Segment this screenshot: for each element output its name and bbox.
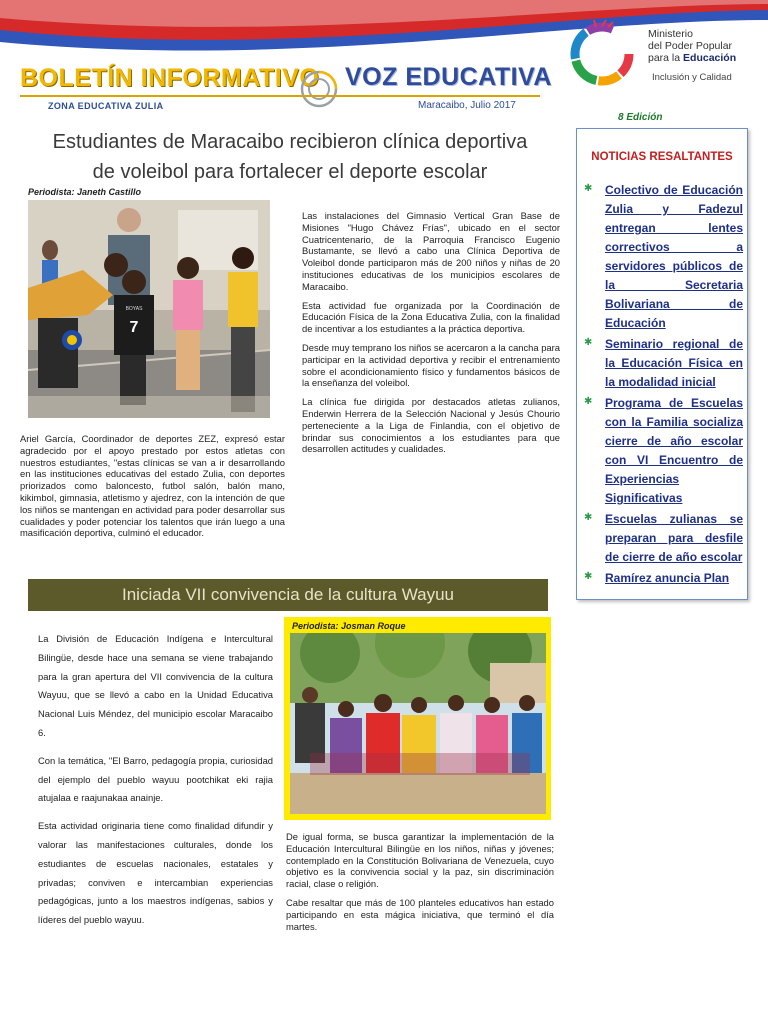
news-link[interactable]: Seminario regional de la Educación Física en la modalidad inicial (605, 337, 743, 389)
wayuu-convivencia-photo (290, 633, 546, 814)
article1-paragraph: La clínica fue dirigida por destacados atletas zulianos, Enderwin Herrera de la Selección Nacional y Jesús Chourio perteneciente a la Liga de Finlandia, con el objetivo de brindar sus conocimientos a los estudiantes para que desarrollen actitudes y cualidades. (302, 396, 560, 455)
ministerio-line3b: Educación (683, 52, 737, 64)
article2-paragraph: La División de Educación Indígena e Intercultural Bilingüe, desde hace una semana se viene trabajando para la gran apertura del VII convivencia de la cultura Wayuu, que se llevó a cabo en la Unidad Educativa Nacional Luis Méndez, del municipio escolar Maracaibo 6. (38, 633, 273, 738)
ministerio-line3 (648, 52, 736, 64)
article2-paragraph: Esta actividad originaria tiene como finalidad difundir y valorar las manifestaciones culturales, donde los estudiantes de escuelas nacionales, estatales y privadas; conviven e intercambian experiencias pedagógicas, junto a los maestros indígenas, sabios y líderes del pueblo wayuu. (38, 820, 273, 926)
article2-headline: Iniciada VII convivencia de la cultura Wayuu (28, 579, 548, 611)
list-item (581, 335, 743, 392)
article2-left-body (38, 630, 273, 939)
jersey-text: BOYAS (125, 306, 143, 312)
article1-paragraph: Las instalaciones del Gimnasio Vertical Gran Base de Misiones "Hugo Chávez Frías", ubicado en el sector Cuatricentenario, de la Parroquia Francisco Eugenio Bustamante, se llevó a cabo una Clínica Deportiva de Voleibol donde participaron más de 200 niños y niñas de 20 instituciones educativas de los municipios escolares de Maracaibo. (302, 210, 560, 292)
asterisk-bullet-icon: ✱ (584, 183, 593, 194)
asterisk-bullet-icon: ✱ (584, 512, 593, 523)
noticias-heading: NOTICIAS RESALTANTES (591, 151, 733, 163)
ministerio-logo-icon (566, 18, 638, 90)
noticias-resaltantes-panel (576, 128, 748, 600)
article2-right-body (286, 831, 554, 939)
news-link[interactable]: Colectivo de Educación Zulia y Fadezul entregan lentes correctivos a servidores públicos de la Secretaria Bolivariana de Educación (605, 183, 743, 330)
article1-headline-line1: Estudiantes de Maracaibo recibieron clínica deportiva (52, 131, 528, 153)
article1-body (302, 210, 560, 462)
ministerio-tagline: Inclusión y Calidad (652, 72, 732, 83)
ministerio-line1: Ministerio (648, 28, 693, 40)
article1-byline: Periodista: Janeth Castillo (28, 187, 142, 197)
article2-paragraph: Con la temática, "El Barro, pedagogía propia, curiosidad del ejemplo del pueblo wayuu pootchikat eki rajia atujalaa e raajunakaa anainje. (38, 754, 273, 804)
news-link[interactable]: Programa de Escuelas con la Familia socializa cierre de año escolar con VI Encuentro de Experiencias Significativas (605, 396, 743, 505)
brand-voz-educativa: VOZ EDUCATIVA (345, 63, 552, 91)
list-item (581, 181, 743, 333)
list-item (581, 569, 743, 588)
zona-educativa-label: ZONA EDUCATIVA ZULIA (48, 101, 164, 111)
asterisk-bullet-icon: ✱ (584, 571, 593, 582)
ministerio-name (648, 28, 736, 64)
ministerio-line3a: para la (648, 52, 684, 64)
asterisk-bullet-icon: ✱ (584, 337, 593, 348)
jersey-number: 7 (129, 319, 139, 336)
ministerio-line2: del Poder Popular (648, 40, 733, 52)
news-link[interactable]: Ramírez anuncia Plan (605, 571, 730, 585)
article1-caption-text (20, 433, 285, 546)
volleyball-clinic-photo (28, 200, 270, 418)
issue-date: Maracaibo, Julio 2017 (418, 100, 516, 111)
article1-paragraph: Desde muy temprano los niños se acercaron a la cancha para participar en la actividad deportiva y recibir el entrenamiento sobre el acondicionamiento físico y fundamentos básicos de la enseñanza del voleibol. (302, 341, 560, 389)
brand-swirl-icon (298, 68, 340, 110)
list-item (581, 394, 743, 508)
article1-paragraph: Esta actividad fue organizada por la Coordinación de Educación Física de la Zona Educativa Zulia, con la finalidad de incentivar a los estudiantes a la práctica deportiva. (302, 299, 560, 335)
brand-boletin-title: BOLETÍN INFORMATIVO (20, 64, 320, 92)
article1-headline (34, 127, 546, 187)
list-item (581, 510, 743, 567)
article2-paragraph: Cabe resaltar que más de 100 planteles educativos han estado participando en esta mágica iniciativa, que terminó el día martes. (286, 896, 554, 932)
article2-byline: Periodista: Josman Roque (292, 621, 406, 631)
news-link[interactable]: Escuelas zulianas se preparan para desfile de cierre de año escolar (605, 512, 743, 564)
article1-headline-line2: de voleibol para fortalecer el deporte escolar (92, 161, 488, 183)
asterisk-bullet-icon: ✱ (584, 396, 593, 407)
header-rule (20, 95, 540, 97)
noticias-list (581, 181, 743, 590)
article1-caption-paragraph: Ariel García, Coordinador de deportes ZEZ, expresó estar agradecido por el apoyo prestado por estos atletas con nuestros estudiantes, "estas clínicas se van a ir desarrollando en las instituciones educativas del estado Zulia, con deportes priorizados como baloncesto, futbol salón, balón mano, kikimbol, gimnasia, atletismo y ajedrez, con la intención de que los niños se mantengan en actividad para poder desarrollar sus cualidades y poder potenciar los talentos que irán luego a una masificación deportiva, culminó el educador. (20, 433, 285, 539)
article2-paragraph: De igual forma, se busca garantizar la implementación de la Educación Intercultural Bilingüe en los niños, niñas y jóvenes; contemplado en la Constitución Bolivariana de Venezuela, cuyo objetivo es la convivencia social y la paz, sin discriminación racial, clase o religión. (286, 831, 554, 890)
edition-number: 8 Edición (618, 112, 663, 123)
